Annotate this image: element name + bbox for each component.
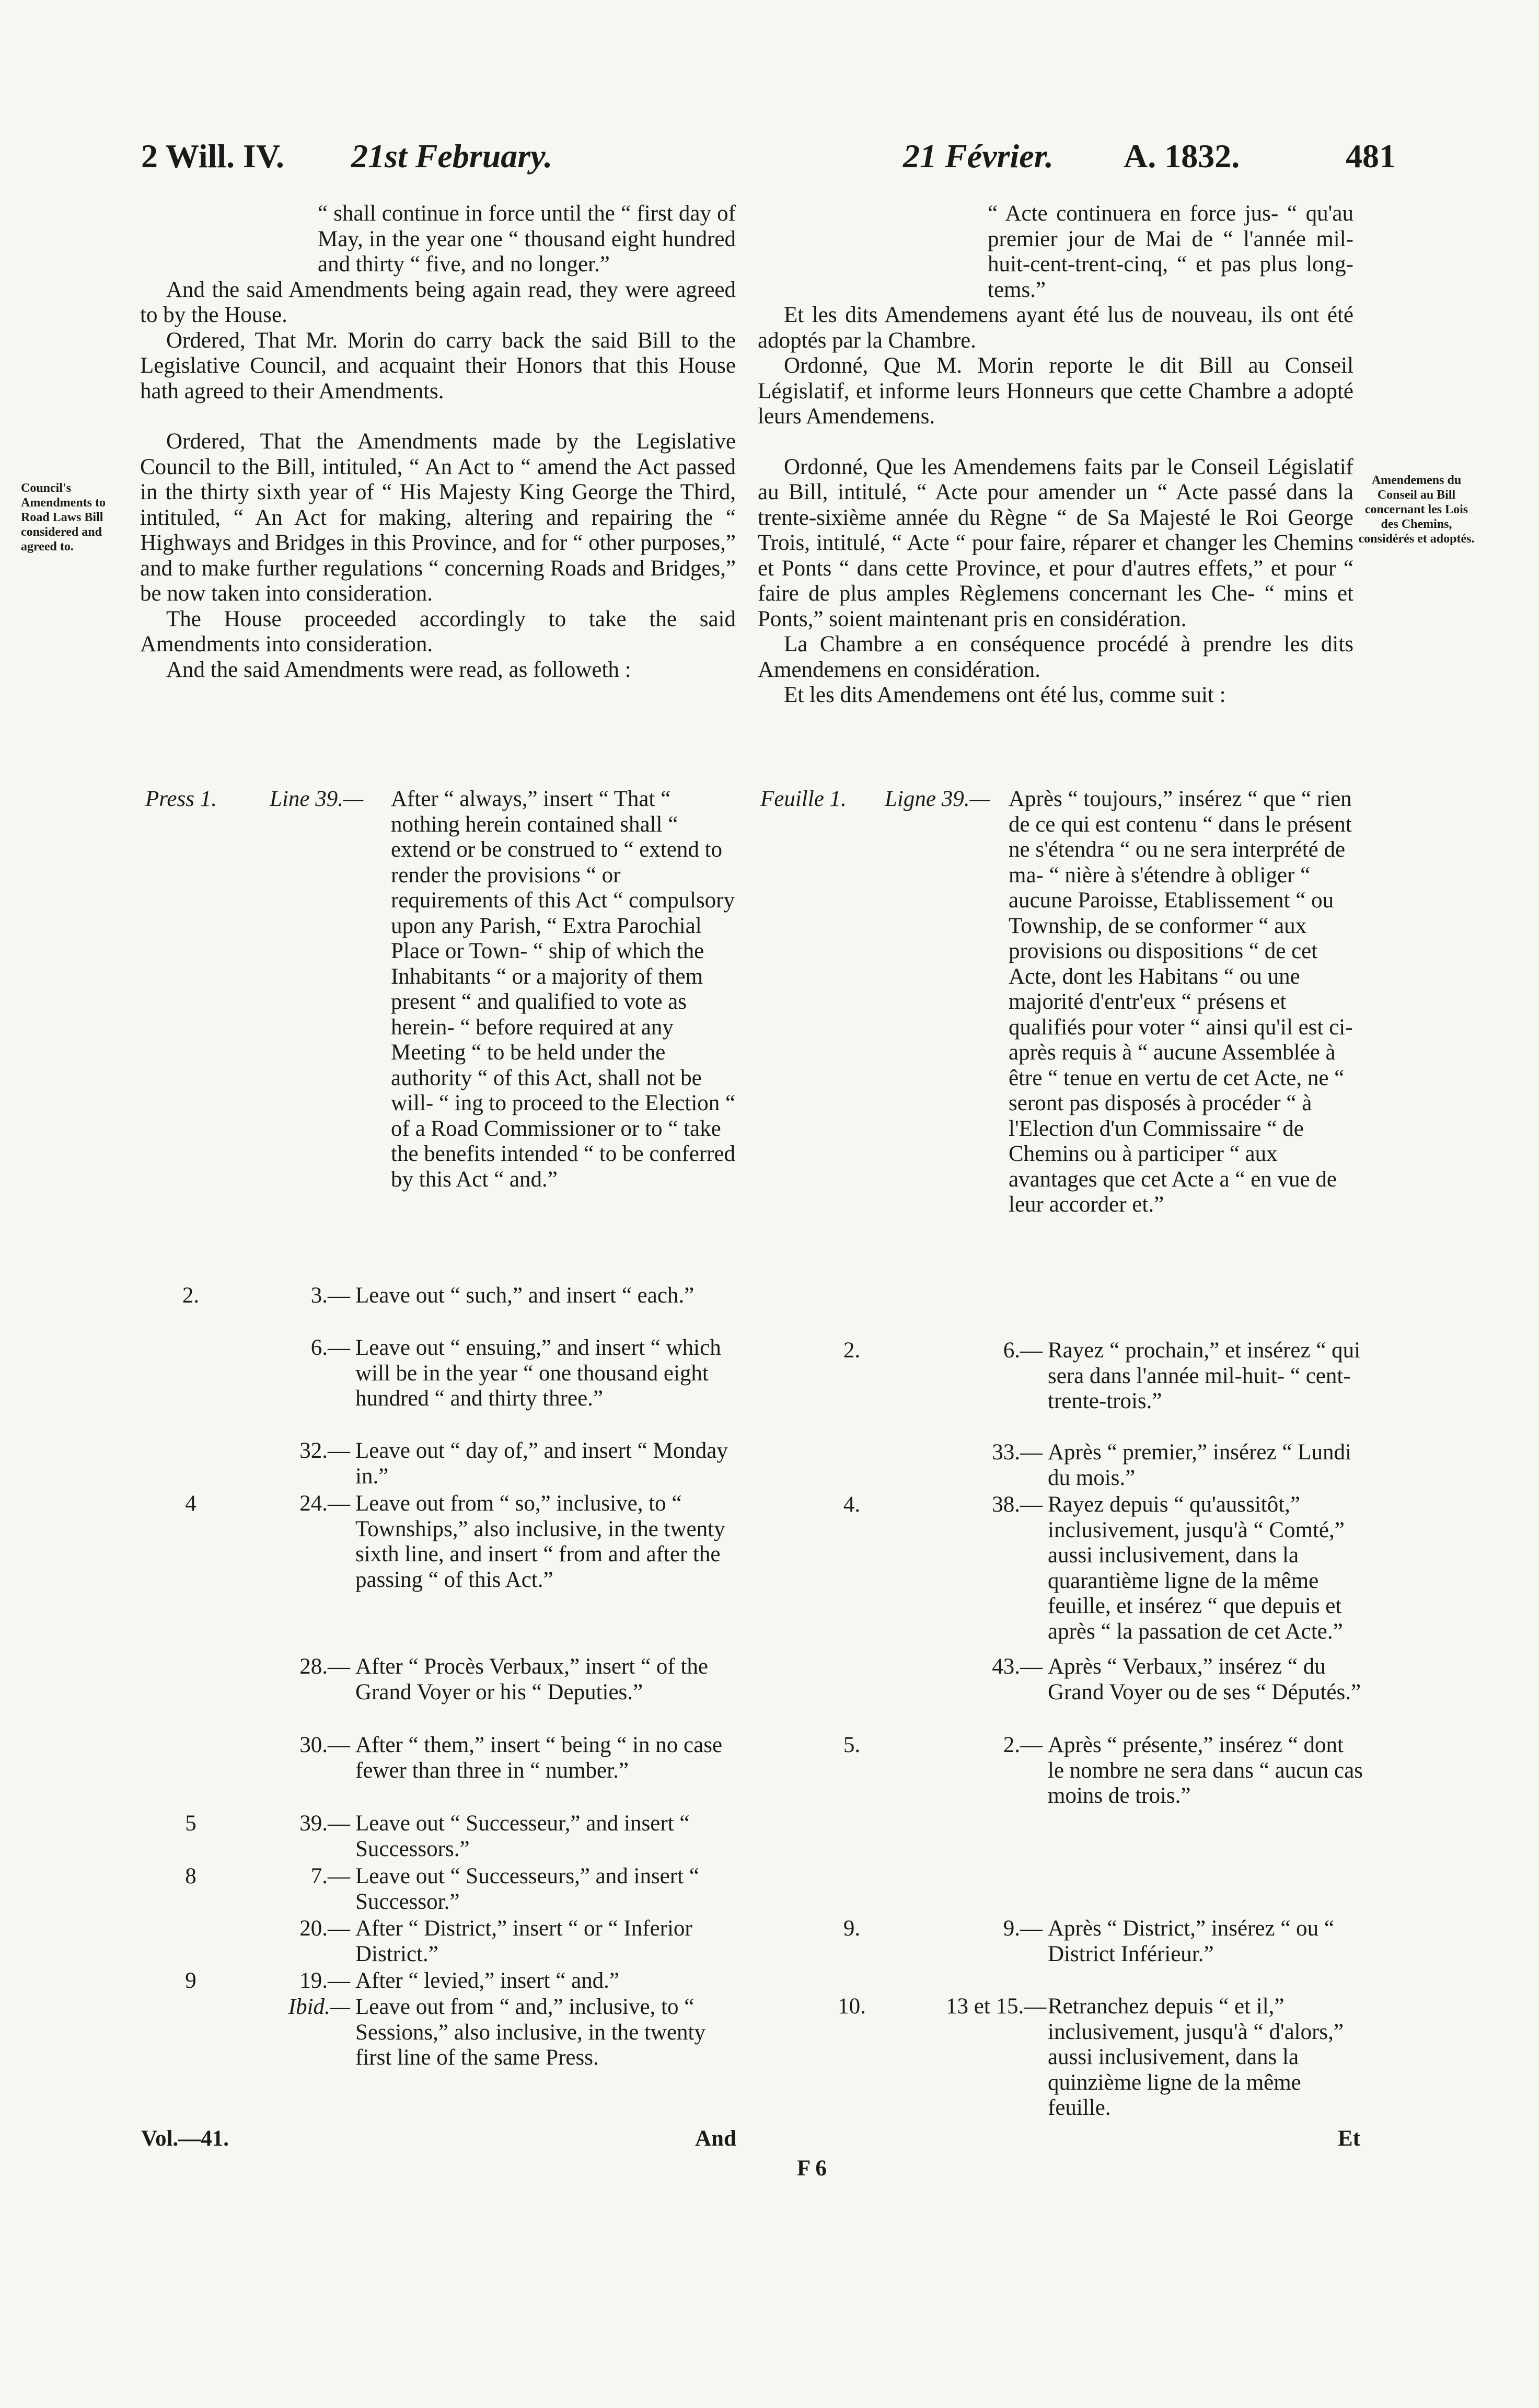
english-line-label: Line 39.—: [270, 787, 364, 811]
amendment-text: After “ always,” insert “ That “ nothing herein contained shall “ extend or be construed to “ extend to render the provisions “ or requirements of this Act “ compulsory upon any Parish, “ Extra Parochial Place or Town- “ ship of which the Inhabitants “ or a majority of them present “ and qualified to vote as herein- “ before required at any Meeting “ to be held under the authority “ of this Act, shall not be will- “ ing to proceed to the Election “ of a Road Commissioner or to “ take the benefits intended “ to be conferred by this Act “ and.”: [391, 787, 736, 1192]
english-paragraph: And the said Amendments were read, as followeth :: [166, 657, 631, 682]
amendment-line: 3.—: [310, 1283, 350, 1308]
catchword-english: And: [695, 2126, 736, 2151]
volume-label: Vol.—41.: [141, 2126, 229, 2151]
header-date-english: 21st February.: [351, 137, 553, 175]
amendment-number: 8: [185, 1864, 196, 1888]
amendment-text: Après “ premier,” insérez “ Lundi du mois.”: [1048, 1440, 1351, 1490]
amendment-number: 4: [185, 1491, 196, 1516]
english-column: [140, 201, 736, 683]
french-amendments: [760, 787, 1353, 1309]
amendment-line: 30.—: [299, 1733, 350, 1757]
amendment-number: 9.: [843, 1916, 861, 1941]
english-amendments: [145, 787, 736, 1309]
french-paragraph: Et les dits Amendemens ont été lus, comme suit :: [784, 683, 1226, 707]
amendment-line: 6.—: [1003, 1338, 1043, 1363]
english-paragraph: And the said Amendments being again read, they were agreed to by the House.: [140, 277, 736, 327]
amendment-line: 24.—: [299, 1491, 350, 1516]
amendment-number: 2.: [182, 1283, 200, 1308]
amendment-line: 20.—: [299, 1916, 350, 1941]
french-quote-continuation: “ Acte continuera en force jus- “ qu'au premier jour de Mai de “ l'année mil-huit-cent-trent-cinq, “ et pas plus long-tems.”: [988, 201, 1353, 302]
english-quote-continuation: “ shall continue in force until the “ first day of May, in the year one “ thousand eight hundred and thirty “ five, and no longer.”: [318, 201, 736, 276]
amendment-line: 32.—: [299, 1438, 350, 1463]
catchword-french: Et: [1338, 2126, 1360, 2151]
amendment-line: 6.—: [310, 1335, 350, 1360]
amendment-line: 13 et 15.—: [946, 1994, 1047, 2019]
amendment-text: Après “ présente,” insérez “ dont le nombre ne sera dans “ aucun cas moins de trois.”: [1048, 1733, 1363, 1808]
amendment-line: 7.—: [310, 1864, 350, 1888]
amendment-line: 33.—: [992, 1440, 1043, 1465]
amendment-text: Rayez depuis “ qu'aussitôt,” inclusivement, jusqu'à “ Comté,” aussi inclusivement, dans la quarantième ligne de la même feuille, et insérez “ que depuis et après “ la passation de cet Acte.”: [1048, 1492, 1345, 1644]
french-order-paragraph: Ordonné, Que les Amendemens faits par le Conseil Législatif au Bill, intitulé, “ Acte pour amender un “ Acte passé dans la trente-sixième année du Règne “ de Sa Majesté le Roi George Trois, intitulé, “ Acte “ pour faire, réparer et changer les Chemins et Ponts “ dans cette Province, et pour d'autres effets,” et pour “ faire de plus amples Règlemens concernant les Che- “ mins et Ponts,” soient maintenant pris en considération.: [758, 454, 1353, 631]
amendment-text: Leave out “ such,” and insert “ each.”: [355, 1283, 695, 1308]
amendment-text: Leave out “ Successeur,” and insert “ Successors.”: [355, 1811, 690, 1861]
english-order-paragraph: Ordered, That Mr. Morin do carry back the said Bill to the Legislative Council, and acquaint their Honors that this House hath agreed to their Amendments.: [140, 328, 736, 404]
amendment-number: 9: [185, 1968, 196, 1993]
amendment-line: 9.—: [1003, 1916, 1043, 1941]
amendment-text: Leave out from “ so,” inclusive, to “ Townships,” also inclusive, in the twenty sixth line, and insert “ from and after the passing “ of this Act.”: [355, 1491, 725, 1592]
amendment-text: After “ Procès Verbaux,” insert “ of the Grand Voyer or his “ Deputies.”: [355, 1654, 709, 1704]
amendment-text: After “ District,” insert “ or “ Inferior District.”: [355, 1916, 692, 1966]
amendment-text: Retranchez depuis “ et il,” inclusivement, jusqu'à “ d'alors,” aussi inclusivement, dans la quinzième ligne de la même feuille.: [1048, 1994, 1344, 2120]
amendment-text: Après “ toujours,” insérez “ que “ rien de ce qui est contenu “ dans le présent ne s'étendra “ ou ne sera interprété de ma- “ nière à s'étendre à obliger “ aucune Paroisse, Etablissement “ ou Township, de se conformer “ aux provisions ou dispositions “ de cet Acte, dont les Habitans “ ou une majorité d'entr'eux “ présens et qualifiés pour voter “ ainsi qu'il est ci-après requis à “ aucune Assemblée à être “ tenue en vertu de cet Acte, ne “ seront pas disposés à procéder “ à l'Election d'un Commissaire “ de Chemins ou à participer “ aux avantages que cet Acte a “ en vue de leur accorder et.”: [1009, 787, 1353, 1217]
amendment-line: 2.—: [1003, 1733, 1043, 1757]
amendment-number: 4.: [843, 1492, 861, 1517]
amendment-line: 39.—: [299, 1811, 350, 1836]
amendment-line: 43.—: [992, 1654, 1043, 1679]
amendment-line: 28.—: [299, 1654, 350, 1679]
header-reign: 2 Will. IV.: [141, 137, 284, 175]
amendment-number: 2.: [843, 1338, 861, 1363]
amendment-number: 5: [185, 1811, 196, 1836]
amendment-text: Après “ Verbaux,” insérez “ du Grand Voyer ou de ses “ Députés.”: [1048, 1654, 1361, 1704]
english-order-paragraph: Ordered, That the Amendments made by the Legislative Council to the Bill, intituled, “ An Act to “ amend the Act passed in the thirty sixth year of “ His Majesty King George the Third, intituled, “ An Act for making, altering and repairing the “ Highways and Bridges in this Province, and for “ other purposes,” and to make further regulations “ concerning Roads and Bridges,” be now taken into consideration.: [140, 429, 736, 606]
french-column: [758, 201, 1353, 708]
amendment-number: 5.: [843, 1733, 861, 1757]
margin-note-french: Amendemens du Conseil au Bill concernant les Lois des Chemins, considérés et adoptés.: [1358, 474, 1475, 546]
amendment-text: After “ them,” insert “ being “ in no case fewer than three in “ number.”: [355, 1733, 723, 1783]
english-paragraph: The House proceeded accordingly to take the said Amendments into consideration.: [140, 606, 736, 656]
amendment-text: Leave out “ ensuing,” and insert “ which will be in the year “ one thousand eight hundred “ and thirty three.”: [355, 1335, 721, 1411]
amendment-text: Leave out “ Successeurs,” and insert “ Successor.”: [355, 1864, 699, 1914]
english-press-label: Press 1.: [145, 787, 217, 811]
amendment-line: 38.—: [992, 1492, 1043, 1517]
amendment-text: Rayez “ prochain,” et insérez “ qui sera dans l'année mil-huit- “ cent-trente-trois.”: [1048, 1338, 1361, 1413]
french-order-paragraph: Ordonné, Que M. Morin reporte le dit Bill au Conseil Législatif, et informe leurs Honneurs que cette Chambre a adopté leurs Amendemens.: [758, 353, 1353, 429]
french-line-label: Ligne 39.—: [885, 787, 990, 811]
amendment-line: 19.—: [299, 1968, 350, 1993]
french-press-label: Feuille 1.: [760, 787, 847, 811]
amendment-text: Après “ District,” insérez “ ou “ District Inférieur.”: [1048, 1916, 1335, 1966]
signature-mark: F 6: [797, 2156, 827, 2181]
margin-note-english: Council's Amendments to Road Laws Bill considered and agreed to.: [21, 481, 106, 554]
amendment-line: Ibid.—: [288, 1995, 350, 2019]
amendment-text: After “ levied,” insert “ and.”: [355, 1968, 619, 1993]
french-paragraph: La Chambre a en conséquence procédé à prendre les dits Amendemens en considération.: [758, 632, 1353, 682]
amendment-number: 10.: [838, 1994, 866, 2019]
header-date-french: 21 Février.: [903, 137, 1054, 175]
amendment-text: Leave out “ day of,” and insert “ Monday in.”: [355, 1438, 728, 1489]
header-year: A. 1832.: [1124, 137, 1240, 175]
amendment-text: Leave out from “ and,” inclusive, to “ Sessions,” also inclusive, in the twenty first line of the same Press.: [355, 1995, 706, 2070]
page-number: 481: [1346, 137, 1396, 175]
french-paragraph: Et les dits Amendemens ayant été lus de nouveau, ils ont été adoptés par la Chambre.: [758, 303, 1353, 353]
